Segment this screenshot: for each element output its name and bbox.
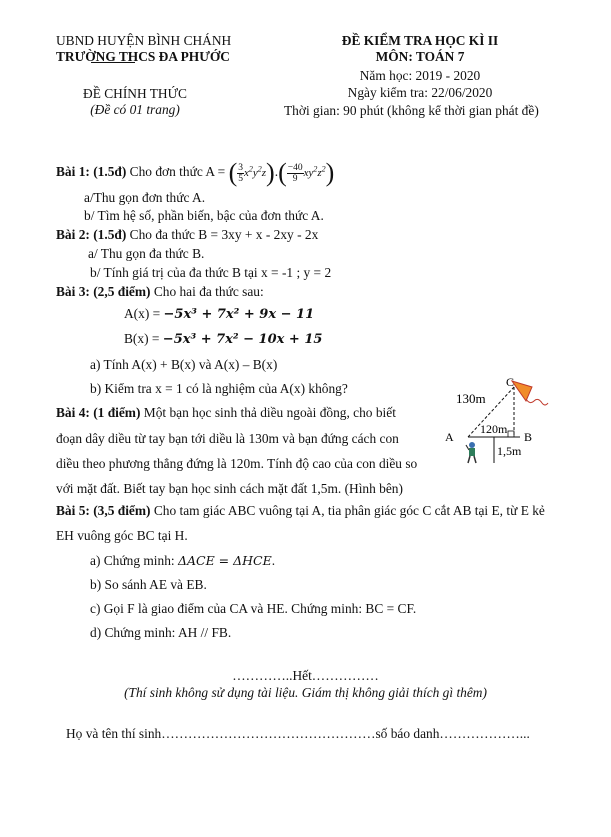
bai5-a-end: . bbox=[271, 553, 276, 568]
fig-base-label: 120m bbox=[480, 422, 508, 436]
bai5-line2: EH vuông góc BC tại H. bbox=[56, 528, 188, 543]
bai5-title: Bài 5: (3,5 điểm) bbox=[56, 503, 151, 518]
school-underline bbox=[91, 62, 135, 63]
bai4-line1 bbox=[56, 405, 396, 421]
fig-height-label: 1,5m bbox=[497, 444, 522, 458]
official-label: ĐỀ CHÍNH THỨC bbox=[83, 86, 187, 101]
kite-icon bbox=[512, 381, 532, 401]
bai5-line1 bbox=[56, 503, 545, 519]
bai2-text: Cho đa thức B = 3xy + x - 2xy - 2x bbox=[126, 227, 319, 242]
bai4-title: Bài 4: (1 điểm) bbox=[56, 405, 141, 420]
bai4-line2: đoạn dây diều từ tay bạn tới diều là 130m và bạn đứng cách con bbox=[56, 431, 399, 446]
exam-date: Ngày kiểm tra: 22/06/2020 bbox=[347, 85, 493, 100]
bai1-b: b/ Tìm hệ số, phần biến, bậc của đơn thức A. bbox=[84, 208, 324, 223]
bai5-text1: Cho tam giác ABC vuông tại A, tia phân giác góc C cắt AB tại E, từ E kẻ bbox=[150, 503, 545, 518]
bai3-title: Bài 3: (2,5 điểm) bbox=[56, 284, 151, 299]
bai1-line bbox=[56, 158, 334, 188]
bai5-d: d) Chứng minh: AH // FB. bbox=[90, 625, 232, 640]
paren-close-2: ) bbox=[325, 158, 335, 187]
frac-1: $\frac{3}{5}$ bbox=[238, 162, 243, 184]
school-year: Năm học: 2019 - 2020 bbox=[359, 68, 481, 83]
poly-B-expr: −5x³ + 7x² − 10x + 15 bbox=[162, 332, 323, 347]
exam-title: ĐỀ KIỂM TRA HỌC KÌ II bbox=[341, 33, 499, 48]
frac-2: $\frac{-40}{9}$ bbox=[287, 162, 303, 184]
bai1-a: a/Thu gọn đơn thức A. bbox=[84, 190, 206, 205]
poly-B bbox=[124, 331, 322, 347]
bai3-text: Cho hai đa thức sau: bbox=[150, 284, 264, 299]
bai4-line4: với mặt đất. Biết tay bạn học sinh cách mặt đất 1,5m. (Hình bên) bbox=[56, 481, 403, 496]
poly-A-expr: −5x³ + 7x² + 9x − 11 bbox=[163, 307, 315, 322]
poly-B-label: B(x) = bbox=[124, 331, 163, 346]
bai1-title: Bài 1: (1.5đ) bbox=[56, 164, 127, 180]
bai5-a-text: a) Chứng minh: bbox=[90, 553, 178, 568]
end-marker: …………..Hết…………… bbox=[232, 668, 379, 683]
bai2-b: b/ Tính giá trị của đa thức B tại x = -1 ; y = 2 bbox=[90, 265, 332, 280]
school-name-text: TRƯỜNG THCS ĐA PHƯỚC bbox=[56, 49, 230, 64]
child-icon bbox=[466, 442, 476, 463]
bai2-line bbox=[56, 227, 318, 243]
poly-A bbox=[124, 306, 314, 322]
dot: . bbox=[274, 164, 279, 180]
candidate-info: Họ và tên thí sinh…………………………………………số báo danh………………... bbox=[66, 726, 530, 741]
paren-open-2: ( bbox=[278, 158, 287, 187]
bai5-b: b) So sánh AE và EB. bbox=[90, 577, 207, 592]
bai1-text: Cho đơn thức A = bbox=[126, 164, 229, 180]
bai2-a: a/ Thu gọn đa thức B. bbox=[88, 246, 205, 261]
bai2-title: Bài 2: (1.5đ) bbox=[56, 227, 127, 242]
exam-note: (Thí sinh không sử dụng tài liệu. Giám thị không giải thích gì thêm) bbox=[124, 685, 487, 700]
duration: Thời gian: 90 phút (không kể thời gian phát đề) bbox=[284, 103, 539, 118]
fig-a-label: A bbox=[445, 430, 454, 444]
fig-b-label: B bbox=[524, 430, 533, 444]
bai5-a-math: ΔACE = ΔHCE bbox=[177, 553, 272, 568]
paren-open: ( bbox=[228, 158, 238, 187]
bai3-b: b) Kiểm tra x = 1 có là nghiệm của A(x) không? bbox=[90, 381, 348, 396]
page-count: (Đề có 01 trang) bbox=[90, 102, 180, 117]
bai3-a: a) Tính A(x) + B(x) và A(x) – B(x) bbox=[90, 357, 278, 372]
right-angle-mark bbox=[508, 431, 514, 437]
fig-c-label: C bbox=[506, 375, 515, 389]
fig-hyp-label: 130m bbox=[456, 391, 486, 406]
school-name bbox=[56, 49, 230, 65]
bai3-line bbox=[56, 284, 264, 300]
bai4-text1: Một bạn học sinh thả diều ngoài đồng, cho biết bbox=[140, 405, 396, 420]
bai5-a bbox=[90, 553, 275, 569]
kite-tail bbox=[526, 399, 548, 405]
bai5-c: c) Gọi F là giao điểm của CA và HE. Chứng minh: BC = CF. bbox=[90, 601, 417, 616]
district-name: UBND HUYỆN BÌNH CHÁNH bbox=[56, 33, 232, 48]
poly-A-label: A(x) = bbox=[124, 306, 164, 321]
subject: MÔN: TOÁN 7 bbox=[375, 49, 465, 64]
paren-close: ) bbox=[266, 158, 275, 187]
monomial-1-vars: $x^2y^2z$ bbox=[243, 164, 267, 180]
kite-figure bbox=[440, 373, 560, 468]
bai4-line3: diều theo phương thẳng đứng là 120m. Tính độ cao của con diều so bbox=[56, 456, 418, 471]
monomial-2-vars: $xy^2z^2$ bbox=[303, 164, 326, 180]
